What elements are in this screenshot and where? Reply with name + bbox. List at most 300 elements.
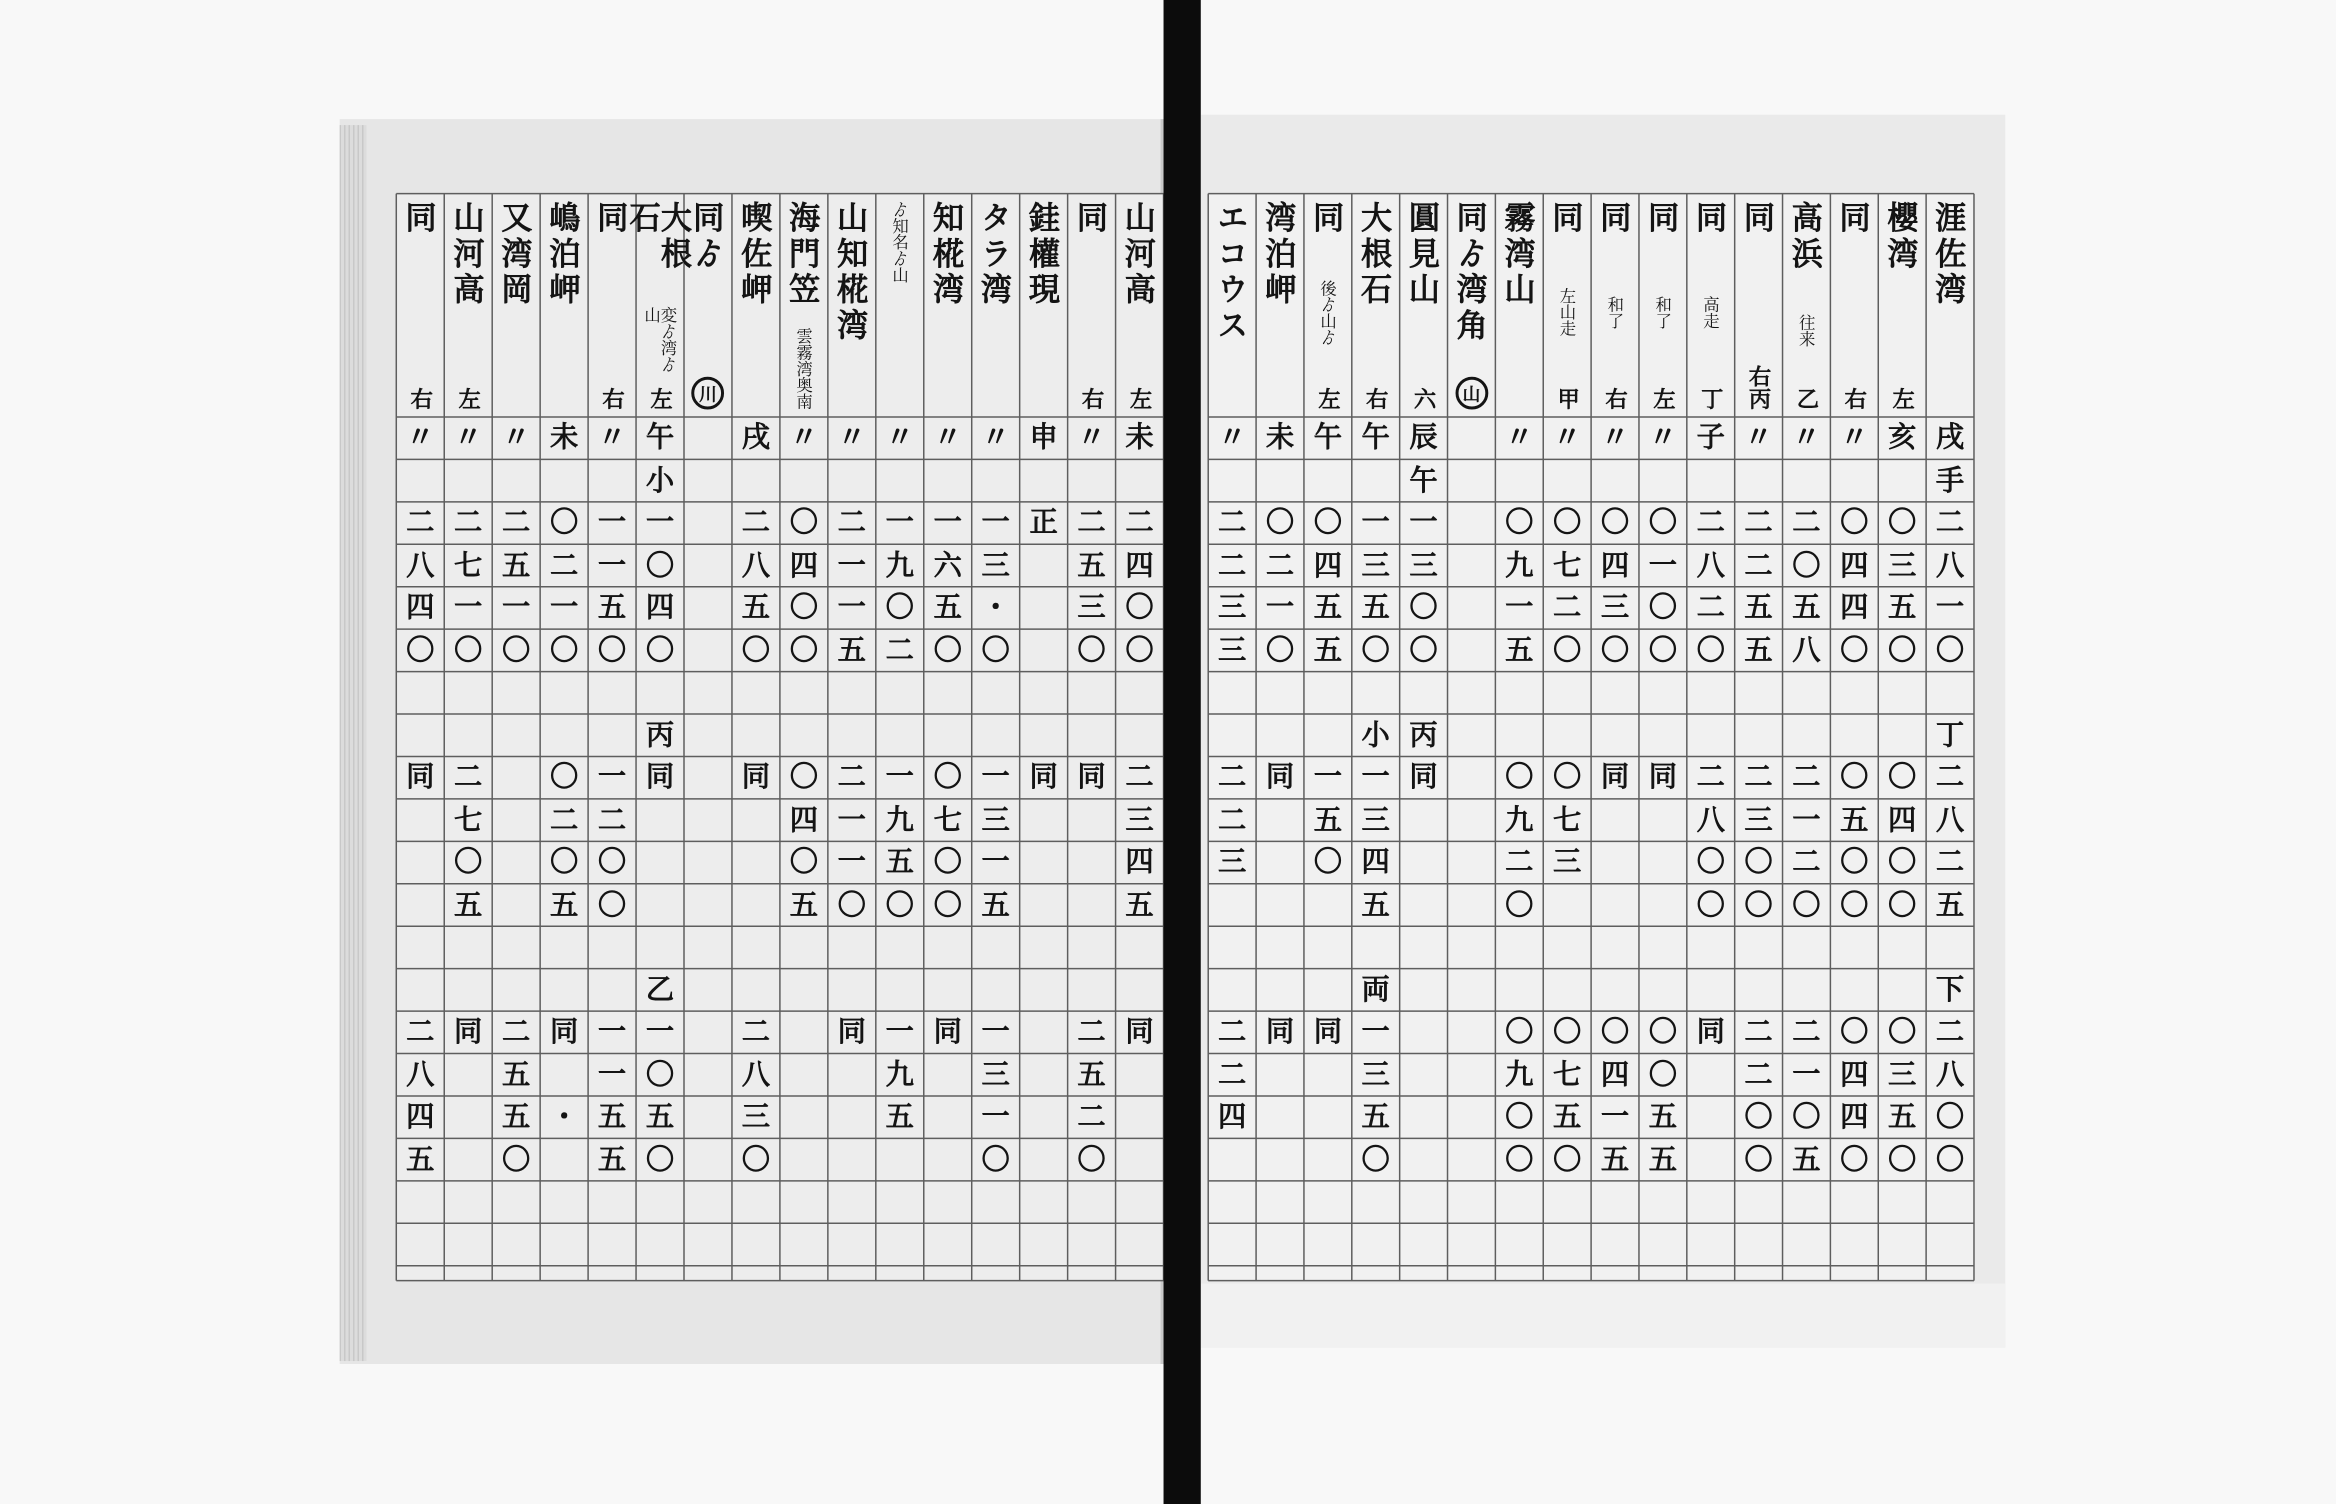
row-marker: 辰 <box>1409 421 1438 455</box>
cell-value: 〇 <box>549 633 579 667</box>
cell-value: 四 <box>406 591 435 625</box>
cell-value: 一 <box>645 1015 675 1049</box>
circled-mark: 川 <box>692 377 725 410</box>
row-marker: 未 <box>549 421 579 455</box>
cell-value: 〇 <box>1935 1100 1965 1134</box>
row-marker: 手 <box>1935 464 1965 497</box>
cell-value: 二 <box>1935 846 1965 879</box>
cell-value: 一 <box>597 506 627 540</box>
column-suffix: 左 <box>1889 387 1917 410</box>
row-marker: 亥 <box>1888 421 1917 455</box>
cell-value: 〇 <box>1744 1100 1773 1134</box>
cell-value: 〇 <box>1648 591 1678 625</box>
cell-value: 二 <box>454 761 483 795</box>
column-name: 山河高 <box>449 201 487 309</box>
row-marker: 午 <box>1361 421 1390 455</box>
column-header <box>732 201 780 409</box>
circled-mark: 山 <box>1455 377 1488 410</box>
cell-value: 二 <box>741 1015 771 1049</box>
cell-value: 〇 <box>1888 846 1917 879</box>
cell-value: 一 <box>1313 761 1343 795</box>
cell-value: 八 <box>1696 803 1725 837</box>
row-marker: 〃 <box>597 421 627 455</box>
column-name: 櫻湾 <box>1883 201 1921 273</box>
column-suffix: 左 <box>455 387 483 410</box>
cell-value: 二 <box>1696 506 1725 540</box>
cell-value: 〇 <box>741 633 771 667</box>
column-header <box>1448 201 1496 409</box>
cell-value: 〇 <box>1552 761 1582 795</box>
cell-value: 二 <box>1935 1015 1965 1049</box>
cell-value: 五 <box>1792 591 1821 625</box>
column-header <box>625 201 695 410</box>
cell-value: 〇 <box>1265 506 1295 540</box>
row-marker: 〃 <box>1217 421 1247 455</box>
column-header <box>444 201 492 409</box>
cell-value: 一 <box>885 506 914 540</box>
cell-value: 〇 <box>645 1058 675 1092</box>
row-marker: 〃 <box>837 421 866 455</box>
cell-value: 二 <box>741 506 771 540</box>
column-suffix: 甲 <box>1554 387 1582 410</box>
cell-value: 〇 <box>1505 1015 1534 1049</box>
cell-value: 五 <box>1361 888 1390 922</box>
column-name: 湾泊岬 <box>1261 201 1299 309</box>
cell-value: 五 <box>1935 888 1965 922</box>
cell-value: 八 <box>1792 633 1821 667</box>
column-name: 同 <box>1692 201 1730 237</box>
cell-value: 一 <box>597 761 627 795</box>
row-marker: 〃 <box>885 421 914 455</box>
column-header <box>492 201 540 409</box>
cell-value: 〇 <box>1744 888 1773 922</box>
cell-value: 三 <box>741 1100 771 1134</box>
column-suffix: 右丙 <box>1745 364 1773 410</box>
cell-value: 同 <box>1313 1015 1343 1049</box>
row-marker: 丙 <box>645 718 675 752</box>
cell-value: 三 <box>1217 591 1247 625</box>
row-marker: 〃 <box>454 421 483 455</box>
row-marker: 〃 <box>1505 421 1534 455</box>
cell-value: 五 <box>454 888 483 922</box>
cell-value: 二 <box>1552 591 1582 625</box>
column-suffix: 六 <box>1410 387 1438 410</box>
row-marker: 小 <box>1361 718 1390 752</box>
cell-value: 五 <box>1648 1143 1678 1177</box>
cell-value: 〇 <box>597 846 627 879</box>
cell-value: 二 <box>1696 591 1725 625</box>
cell-value: 〇 <box>1840 1143 1869 1177</box>
column-header <box>924 201 972 409</box>
cell-value: 二 <box>1792 846 1821 879</box>
cell-value: 〇 <box>1600 1015 1630 1049</box>
cell-value: 一 <box>933 506 962 540</box>
cell-value: 〇 <box>1696 633 1725 667</box>
cell-value: 同 <box>454 1015 483 1049</box>
column-note: 雲霧湾奥南 <box>794 327 814 410</box>
cell-value: 〇 <box>1505 888 1534 922</box>
cell-value: 〇 <box>1600 633 1630 667</box>
column-name: 圓見山 <box>1404 201 1443 309</box>
cell-value: 七 <box>454 549 483 582</box>
cell-value: 七 <box>1552 1058 1582 1092</box>
cell-value: 五 <box>501 549 531 582</box>
cell-value: 二 <box>1265 549 1295 582</box>
cell-value: 五 <box>1840 803 1869 837</box>
cell-value: 二 <box>837 761 866 795</box>
cell-value: 二 <box>1217 1015 1247 1049</box>
column-suffix: 左 <box>1315 387 1343 410</box>
cell-value: 四 <box>1313 549 1343 582</box>
column-note: 変ゟ湾ゟ山 <box>642 306 678 373</box>
cell-value: 二 <box>1935 506 1965 540</box>
column-header <box>1495 201 1543 409</box>
cell-value: 〇 <box>1600 506 1630 540</box>
cell-value: 五 <box>837 633 866 667</box>
cell-value: 〇 <box>1840 1015 1869 1049</box>
cell-value: 五 <box>1552 1100 1582 1134</box>
cell-value: 同 <box>1029 761 1058 795</box>
column-name: 同ゟ湾角 <box>1452 201 1491 344</box>
cell-value: 〇 <box>837 888 866 922</box>
cell-value: 同 <box>549 1015 579 1049</box>
cell-value: 〇 <box>501 1143 531 1177</box>
cell-value: 五 <box>1888 591 1917 625</box>
cell-value: 四 <box>1600 549 1630 582</box>
cell-value: 〇 <box>789 761 819 795</box>
cell-value: 一 <box>1505 591 1534 625</box>
cell-value: 五 <box>1313 633 1343 667</box>
cell-value: 二 <box>1077 1100 1106 1134</box>
column-name: エコウス <box>1213 201 1251 344</box>
cell-value: 〇 <box>1505 1100 1534 1134</box>
column-header <box>1020 201 1068 409</box>
binding-strip <box>1164 0 1201 1504</box>
column-header <box>1208 201 1256 409</box>
row-marker: 〃 <box>1744 421 1773 455</box>
cell-value: 七 <box>933 803 962 837</box>
cell-value: 五 <box>741 591 771 625</box>
row-marker: 〃 <box>1792 421 1821 455</box>
cell-value: 正 <box>1029 506 1058 540</box>
cell-value: 二 <box>1505 846 1534 879</box>
cell-value: 〇 <box>1313 846 1343 879</box>
cell-value: 一 <box>597 1015 627 1049</box>
row-marker: 〃 <box>933 421 962 455</box>
cell-value: 五 <box>597 1100 627 1134</box>
column-suffix: 右 <box>1363 387 1390 410</box>
cell-value: 一 <box>981 506 1010 540</box>
cell-value: 一 <box>549 591 579 625</box>
cell-value: 〇 <box>789 633 819 667</box>
column-suffix: 右 <box>1841 387 1869 410</box>
column-name: 同 <box>1644 201 1682 237</box>
cell-value: 三 <box>1552 846 1582 879</box>
column-name: タラ湾 <box>977 201 1015 309</box>
cell-value: 二 <box>1125 506 1154 540</box>
column-name: 同 <box>1739 201 1778 237</box>
cell-value: 二 <box>1792 1015 1821 1049</box>
cell-value: 〇 <box>1888 633 1917 667</box>
cell-value: 二 <box>1792 506 1821 540</box>
cell-value: 三 <box>981 1058 1010 1092</box>
cell-value: 一 <box>981 846 1010 879</box>
cell-value: 五 <box>1077 549 1106 582</box>
cell-value: 二 <box>1696 761 1725 795</box>
column-name: 銈權現 <box>1025 201 1063 309</box>
cell-value: 五 <box>1313 591 1343 625</box>
row-marker: 丁 <box>1935 718 1965 752</box>
cell-value: 〇 <box>1744 1143 1773 1177</box>
cell-value: 三 <box>1361 803 1390 837</box>
cell-value: 五 <box>1505 633 1534 667</box>
cell-value: 四 <box>789 803 819 837</box>
cell-value: 五 <box>933 591 962 625</box>
column-name: 高浜 <box>1787 201 1826 273</box>
cell-value: 三 <box>1361 549 1390 582</box>
row-marker: 子 <box>1696 421 1725 455</box>
cell-value: 〇 <box>1888 1143 1917 1177</box>
cell-value: 〇 <box>789 591 819 625</box>
cell-value: 一 <box>597 549 627 582</box>
cell-value: 八 <box>1935 803 1965 837</box>
cell-value: 同 <box>1648 761 1678 795</box>
cell-value: 八 <box>1696 549 1725 582</box>
cell-value: 三 <box>981 549 1010 582</box>
cell-value: 五 <box>1792 1143 1821 1177</box>
column-suffix: 右 <box>1602 387 1630 410</box>
cell-value: 九 <box>885 803 914 837</box>
cell-value: 〇 <box>933 846 962 879</box>
row-marker: 〃 <box>1552 421 1582 455</box>
column-note: 後ゟ山ゟ <box>1318 279 1338 345</box>
cell-value: 〇 <box>1313 506 1343 540</box>
cell-value: 〇 <box>789 846 819 879</box>
column-header <box>1830 201 1878 409</box>
column-note: 和了 <box>1653 295 1673 329</box>
column-header <box>1352 201 1400 409</box>
row-marker: 〃 <box>1600 421 1630 455</box>
cell-value: 三 <box>981 803 1010 837</box>
cell-value: 五 <box>501 1100 531 1134</box>
column-suffix: 左 <box>1126 387 1154 410</box>
cell-value: 一 <box>837 846 866 879</box>
cell-value: 二 <box>1077 506 1106 540</box>
cell-value: 八 <box>741 549 771 582</box>
column-suffix: 丁 <box>1698 387 1725 410</box>
cell-value: 二 <box>501 1015 531 1049</box>
cell-value: 二 <box>1077 1015 1106 1049</box>
column-name: 同 <box>1548 201 1586 237</box>
row-marker: 丙 <box>1409 718 1438 752</box>
cell-value: 同 <box>1409 761 1438 795</box>
cell-value: 九 <box>1505 803 1534 837</box>
cell-value: 二 <box>1217 803 1247 837</box>
cell-value: 五 <box>1313 803 1343 837</box>
row-marker: 午 <box>645 421 675 455</box>
row-marker: 〃 <box>501 421 531 455</box>
column-header <box>396 201 444 409</box>
cell-value: 〇 <box>1840 506 1869 540</box>
cell-value: 〇 <box>1888 506 1917 540</box>
row-marker: 戌 <box>1935 421 1965 455</box>
cell-value: 六 <box>933 549 962 582</box>
column-name: 同 <box>401 201 439 237</box>
cell-value: 一 <box>1935 591 1965 625</box>
row-marker: 申 <box>1029 421 1058 455</box>
column-name: 山知椛湾 <box>833 201 871 344</box>
column-suffix: 乙 <box>1793 387 1821 410</box>
cell-value: 〇 <box>1409 591 1438 625</box>
cell-value: 三 <box>1600 591 1630 625</box>
column-name: 同 <box>1835 201 1873 237</box>
cell-value: 四 <box>1600 1058 1630 1092</box>
cell-value: 〇 <box>597 888 627 922</box>
cell-value: 二 <box>1935 761 1965 795</box>
cell-value: 二 <box>1744 549 1773 582</box>
cell-value: 五 <box>597 1143 627 1177</box>
cell-value: 〇 <box>1648 1058 1678 1092</box>
column-header <box>828 201 876 409</box>
cell-value: 五 <box>501 1058 531 1092</box>
column-header <box>1687 201 1735 409</box>
cell-value: 九 <box>1505 1058 1534 1092</box>
cell-value: 一 <box>597 1058 627 1092</box>
cell-value: 一 <box>645 506 675 540</box>
cell-value: 〇 <box>1648 506 1678 540</box>
cell-value: 一 <box>885 1015 914 1049</box>
column-header <box>1591 201 1639 409</box>
cell-value: 一 <box>981 761 1010 795</box>
cell-value: 〇 <box>1648 633 1678 667</box>
cell-value: 〇 <box>1265 633 1295 667</box>
cell-value: 〇 <box>549 846 579 879</box>
cell-value: 五 <box>1077 1058 1106 1092</box>
cell-value: 〇 <box>597 633 627 667</box>
cell-value: ・ <box>981 591 1010 625</box>
cell-value: 九 <box>1505 549 1534 582</box>
column-name: 山河高 <box>1120 201 1159 309</box>
column-note: 高走 <box>1701 295 1721 329</box>
cell-value: 〇 <box>933 761 962 795</box>
cell-value: 五 <box>1361 1100 1390 1134</box>
cell-value: 二 <box>1217 761 1247 795</box>
row-marker: 午 <box>1409 464 1438 497</box>
cell-value: 〇 <box>1792 1100 1821 1134</box>
column-name: 大根石 <box>625 201 695 273</box>
cell-value: 〇 <box>1840 761 1869 795</box>
cell-value: 四 <box>1840 549 1869 582</box>
cell-value: 三 <box>1888 1058 1917 1092</box>
row-marker: 両 <box>1361 973 1390 1007</box>
column-header <box>1068 201 1116 409</box>
cell-value: 四 <box>1217 1100 1247 1134</box>
cell-value: 五 <box>645 1100 675 1134</box>
column-note: ゟ知名ゟ山 <box>890 201 910 283</box>
cell-value: 一 <box>885 761 914 795</box>
cell-value: 〇 <box>1792 888 1821 922</box>
cell-value: 〇 <box>1505 1143 1534 1177</box>
cell-value: 一 <box>981 1100 1010 1134</box>
column-suffix: 左 <box>1650 387 1678 410</box>
cell-value: 〇 <box>1409 633 1438 667</box>
cell-value: 八 <box>741 1058 771 1092</box>
cell-value: 〇 <box>645 633 675 667</box>
cell-value: 二 <box>549 549 579 582</box>
cell-value: 一 <box>1361 1015 1390 1049</box>
column-header <box>1256 201 1304 409</box>
column-name: 知椛湾 <box>929 201 967 309</box>
cell-value: 二 <box>406 1015 435 1049</box>
column-suffix: 右 <box>599 387 627 410</box>
column-suffix: 左 <box>647 387 675 410</box>
cell-value: 一 <box>1361 761 1390 795</box>
cell-value: 同 <box>1265 1015 1295 1049</box>
column-header <box>1116 201 1164 409</box>
column-name: 同 <box>593 201 631 237</box>
cell-value: 四 <box>406 1100 435 1134</box>
cell-value: 三 <box>1744 803 1773 837</box>
column-name: 海門笠 <box>785 201 823 309</box>
column-name: 嶋泊岬 <box>545 201 583 309</box>
cell-value: 〇 <box>1077 1143 1106 1177</box>
cell-value: 四 <box>1840 591 1869 625</box>
cell-value: 三 <box>1217 633 1247 667</box>
cell-value: 〇 <box>1696 846 1725 879</box>
cell-value: 〇 <box>1361 1143 1390 1177</box>
cell-value: 三 <box>1217 846 1247 879</box>
cell-value: 三 <box>1077 591 1106 625</box>
cell-value: 〇 <box>885 591 914 625</box>
cell-value: 同 <box>1696 1015 1725 1049</box>
column-name: 同 <box>1072 201 1111 237</box>
cell-value: 一 <box>1792 803 1821 837</box>
cell-value: 同 <box>1077 761 1106 795</box>
cell-value: 〇 <box>1361 633 1390 667</box>
cell-value: 二 <box>1125 761 1154 795</box>
cell-value: 同 <box>406 761 435 795</box>
cell-value: 一 <box>1409 506 1438 540</box>
row-marker: 〃 <box>406 421 435 455</box>
cell-value: 〇 <box>501 633 531 667</box>
cell-value: 同 <box>933 1015 962 1049</box>
cell-value: 五 <box>1600 1143 1630 1177</box>
cell-value: 四 <box>1840 1058 1869 1092</box>
row-marker: 午 <box>1313 421 1343 455</box>
cell-value: 五 <box>885 1100 914 1134</box>
cell-value: 〇 <box>645 549 675 582</box>
cell-value: 五 <box>1888 1100 1917 1134</box>
cell-value: 同 <box>837 1015 866 1049</box>
column-note: 和了 <box>1605 295 1625 329</box>
cell-value: 四 <box>1840 1100 1869 1134</box>
cell-value: 五 <box>1744 591 1773 625</box>
column-header <box>780 201 828 409</box>
cell-value: 〇 <box>1792 549 1821 582</box>
cell-value: 七 <box>1552 549 1582 582</box>
cell-value: 二 <box>597 803 627 837</box>
row-marker: 下 <box>1935 973 1965 1007</box>
cell-value: 三 <box>1888 549 1917 582</box>
cell-value: 四 <box>789 549 819 582</box>
row-marker: 乙 <box>645 973 675 1007</box>
column-name: 涯佐湾 <box>1931 201 1969 309</box>
cell-value: 〇 <box>549 506 579 540</box>
cell-value: 二 <box>1217 506 1247 540</box>
cell-value: 〇 <box>1552 1143 1582 1177</box>
cell-value: 同 <box>1125 1015 1154 1049</box>
column-name: 同 <box>1596 201 1634 237</box>
